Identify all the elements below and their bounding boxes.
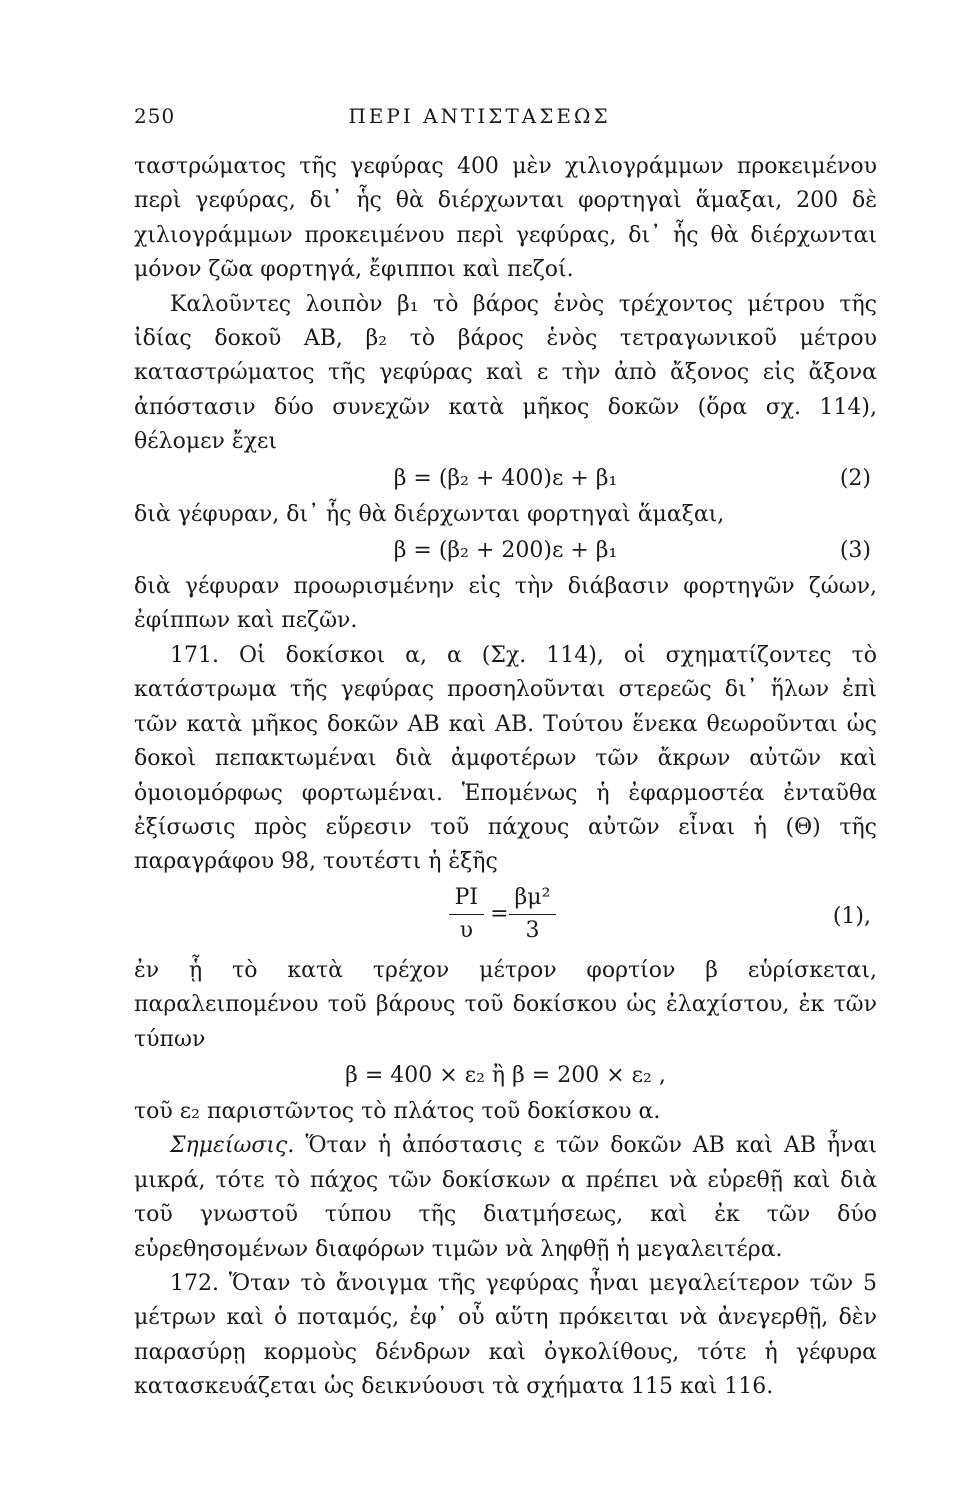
paragraph-171: 171. Οἱ δοκίσκοι α, α (Σχ. 114), οἱ σχηματίζοντες τὸ κατάστρωμα τῆς γεφύρας προσηλοῦνται στερεῶς δι᾽ ἥλων ἐπὶ τῶν κατὰ μῆκος δοκῶν ΑΒ καὶ ΑΒ. Τούτου ἕνεκα θεωροῦνται ὡς δοκοὶ πεπακτωμέναι διὰ ἀμφοτέρων τῶν ἄκρων αὐτῶν καὶ ὁμοιομόρφως φορτωμέναι. Ἑπομένως ἡ ἐφαρμοστέα ἐνταῦθα ἐξίσωσις πρὸς εὕρεσιν τοῦ πάχους αὐτῶν εἶναι ἡ (Θ) τῆς παραγράφου 98, τουτέστι ἡ ἑξῆς (134, 642, 877, 875)
paragraph-animal-bridge: διὰ γέφυραν προωρισμένην εἰς τὴν διάβασιν φορτηγῶν ζώων, ἐφίππων καὶ πεζῶν. (134, 574, 877, 634)
equation-3 (134, 534, 877, 568)
equation-1 (134, 882, 877, 952)
equation-2 (134, 462, 877, 496)
paragraph-172: 172. Ὅταν τὸ ἄνοιγμα τῆς γεφύρας ἦναι μεγαλείτερον τῶν 5 μέτρων καὶ ὁ ποταμός, ἐφ᾽ οὗ αὕτη πρόκειται νὰ ἀνεγερθῇ, δὲν παρασύρῃ κορμοὺς δένδρων καὶ ὀγκολίθους, τότε ἡ γέφυρα κατασκευάζεται ὡς δεικνύουσι τὰ σχήματα 115 καὶ 116. (134, 1270, 877, 1400)
equation-1-lhs-fraction (449, 882, 485, 947)
equation-1-rhs-denominator: 3 (525, 917, 540, 943)
equation-1-lhs-denominator: υ (459, 917, 474, 943)
equation-1-number: (1), (832, 903, 871, 929)
running-title: ΠΕΡΙ ΑΝΤΙΣΤΑΣΕΩΣ (348, 104, 611, 128)
page-header (0, 104, 959, 144)
paragraph-wagon-bridge: διὰ γέφυραν, δι᾽ ἧς θὰ διέρχωνται φορτηγαὶ ἅμαξαι, (134, 501, 725, 527)
body-text (134, 150, 877, 1405)
equation-2-number: (2) (839, 465, 871, 491)
equation-types-body: β = 400 × ε₂ ἢ β = 200 × ε₂ , (345, 1062, 666, 1088)
paragraph-definitions: Καλοῦντες λοιπὸν β₁ τὸ βάρος ἑνὸς τρέχοντος μέτρου τῆς ἰδίας δοκοῦ ΑΒ, β₂ τὸ βάρος ἑνὸς τετραγωνικοῦ μέτρου καταστρώματος τῆς γεφύρας καὶ ε τὴν ἀπὸ ἄξονος εἰς ἄξονα ἀπόστασιν δύο συνεχῶν κατὰ μῆκος δοκῶν (ὅρα σχ. 114), θέλομεν ἔχει (134, 291, 877, 455)
paragraph-note (134, 1129, 877, 1267)
equation-1-equals: = (490, 901, 509, 927)
equation-3-number: (3) (839, 538, 871, 564)
equation-1-rhs-numerator: βμ² (509, 882, 557, 915)
equation-2-body: β = (β₂ + 400)ε + β₁ (393, 465, 618, 491)
page-number: 250 (134, 104, 176, 128)
paragraph-continuation: ταστρώματος τῆς γεφύρας 400 μὲν χιλιογράμμων προκειμένου περὶ γεφύρας, δι᾽ ἧς θὰ διέρχωνται φορτηγαὶ ἅμαξαι, 200 δὲ χιλιογράμμων προκειμένου περὶ γεφύρας, δι᾽ ἧς θὰ διέρχωνται μόνον ζῶα φορτηγά, ἔφιπποι καὶ πεζοί. (134, 154, 877, 283)
note-text: Ὅταν ἡ ἀπόστασις ε τῶν δοκῶν ΑΒ καὶ ΑΒ ἦναι μικρά, τότε τὸ πάχος τῶν δοκίσκων α πρέπει νὰ εὑρεθῇ καὶ διὰ τοῦ γνωστοῦ τύπου τῆς διατμήσεως, καὶ ἐκ τῶν δύο εὑρεθησομένων διαφόρων τιμῶν νὰ ληφθῇ ἡ μεγαλειτέρα. (134, 1133, 877, 1262)
equation-1-lhs-numerator: ΡΙ (449, 882, 485, 915)
equation-3-body: β = (β₂ + 200)ε + β₁ (393, 538, 618, 564)
equation-types (134, 1059, 877, 1093)
paragraph-load: ἐν ᾗ τὸ κατὰ τρέχον μέτρον φορτίον β εὑρίσκεται, παραλειπομένου τοῦ βάρους τοῦ δοκίσκου ὡς ἐλαχίστου, ἐκ τῶν τύπων (134, 957, 877, 1052)
equation-1-rhs-fraction (509, 882, 557, 947)
note-label: Σημείωσις. (170, 1133, 295, 1159)
paragraph-width: τοῦ ε₂ παριστῶντος τὸ πλάτος τοῦ δοκίσκου α. (134, 1098, 661, 1124)
